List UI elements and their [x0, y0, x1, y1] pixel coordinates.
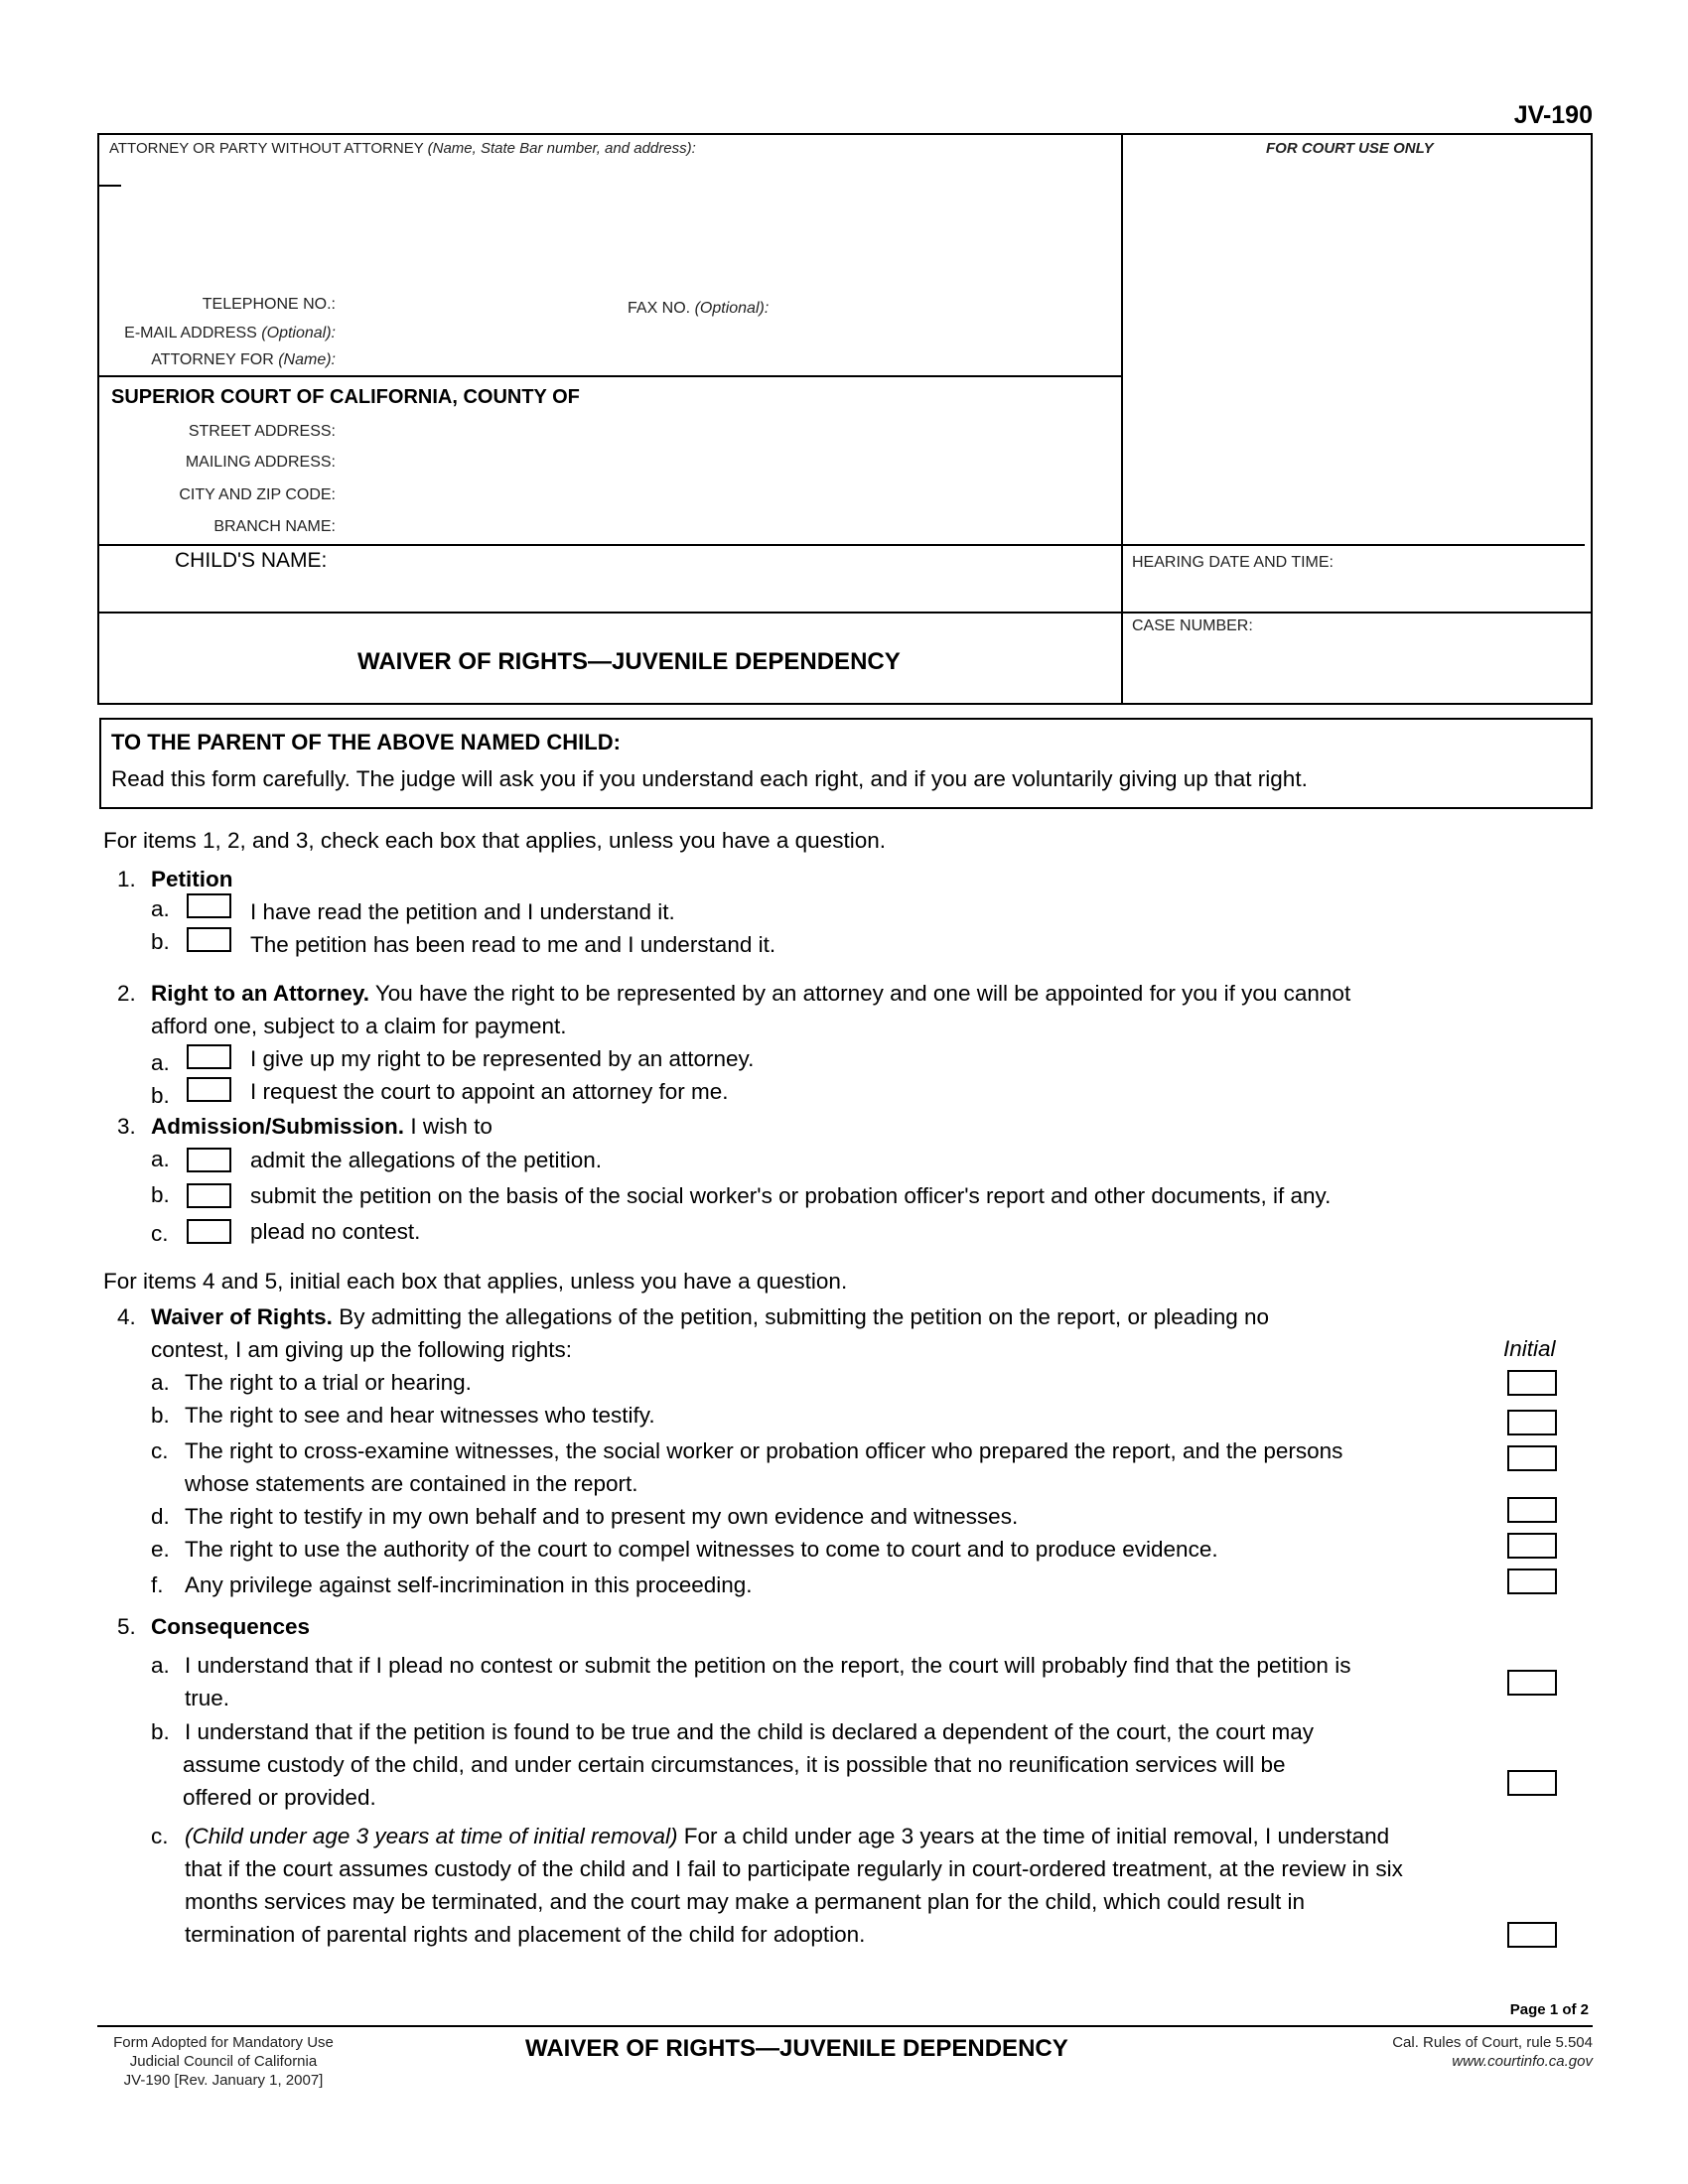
item5-a-letter: a. [151, 1653, 170, 1678]
item5-b-line3: offered or provided. [183, 1785, 376, 1810]
form-title: WAIVER OF RIGHTS—JUVENILE DEPENDENCY [357, 648, 901, 675]
email-label: E-MAIL ADDRESS (Optional): [124, 325, 336, 341]
item4-d-initial-box[interactable] [1507, 1497, 1557, 1523]
fax-label: FAX NO. (Optional): [628, 300, 770, 317]
item4-number: 4. [117, 1304, 136, 1329]
item5-c-initial-box[interactable] [1507, 1922, 1557, 1948]
item5-c-line2: that if the court assumes custody of the child and I fail to participate regularly in court-ordered treatment, at the review in six [185, 1856, 1403, 1881]
item1-number: 1. [117, 867, 136, 891]
item4-c-letter: c. [151, 1438, 169, 1463]
item4-line1: Waiver of Rights. By admitting the allegations of the petition, submitting the petition on the report, or pleading no [151, 1304, 1270, 1329]
item4-c-line2: whose statements are contained in the report. [185, 1471, 638, 1496]
caption-divider-court [97, 544, 1585, 546]
caption-divider-attorney [97, 375, 1122, 377]
item4-b-letter: b. [151, 1403, 170, 1428]
item3-b-letter: b. [151, 1182, 170, 1207]
item2-line1: Right to an Attorney. You have the right to be represented by an attorney and one will be appointed for you if you cannot [151, 981, 1351, 1006]
item2-b-checkbox[interactable] [187, 1077, 231, 1102]
attorney-name-line [99, 185, 121, 187]
item5-c-line4: termination of parental rights and placement of the child for adoption. [185, 1922, 866, 1947]
item4-f-initial-box[interactable] [1507, 1569, 1557, 1594]
attorney-for-label: ATTORNEY FOR (Name): [151, 351, 336, 368]
item5-b-initial-box[interactable] [1507, 1770, 1557, 1796]
item4-d-text: The right to testify in my own behalf and to present my own evidence and witnesses. [185, 1504, 1019, 1529]
item3-c-letter: c. [151, 1221, 169, 1246]
mailing-address-label: MAILING ADDRESS: [185, 454, 336, 471]
initial-label: Initial [1503, 1336, 1556, 1361]
item5-number: 5. [117, 1614, 136, 1639]
footer-right [1392, 2033, 1593, 2071]
item1-title: Petition [151, 867, 233, 891]
item2-a-checkbox[interactable] [187, 1044, 231, 1069]
footer-left-line1: Form Adopted for Mandatory Use [113, 2034, 334, 2051]
item5-c-line1: (Child under age 3 years at time of initial removal) For a child under age 3 years at the time of initial removal, I understand [185, 1824, 1390, 1848]
item1-b-text: The petition has been read to me and I understand it. [250, 932, 776, 957]
item1-b-checkbox[interactable] [187, 927, 231, 952]
footer-title: WAIVER OF RIGHTS—JUVENILE DEPENDENCY [525, 2035, 1068, 2062]
item3-number: 3. [117, 1114, 136, 1139]
case-number-label: CASE NUMBER: [1132, 617, 1253, 634]
item4-c-line1: The right to cross-examine witnesses, the social worker or probation officer who prepared the report, and the persons [185, 1438, 1343, 1463]
instructions-4-5: For items 4 and 5, initial each box that applies, unless you have a question. [103, 1269, 848, 1294]
footer-left-line2: Judicial Council of California [129, 2053, 318, 2070]
city-zip-label: CITY AND ZIP CODE: [179, 486, 336, 503]
item5-c-line3: months services may be terminated, and the court may make a permanent plan for the child, which could result in [185, 1889, 1306, 1914]
item4-e-letter: e. [151, 1537, 170, 1562]
footer-url[interactable]: www.courtinfo.ca.gov [1452, 2053, 1593, 2070]
item2-b-text: I request the court to appoint an attorney for me. [250, 1079, 729, 1104]
hearing-date-label: HEARING DATE AND TIME: [1132, 554, 1334, 571]
item4-e-initial-box[interactable] [1507, 1533, 1557, 1559]
item5-a-line2: true. [185, 1686, 230, 1710]
item1-a-checkbox[interactable] [187, 893, 231, 918]
item3-a-letter: a. [151, 1147, 170, 1171]
item1-a-letter: a. [151, 896, 170, 921]
item4-b-text: The right to see and hear witnesses who testify. [185, 1403, 655, 1428]
item4-a-letter: a. [151, 1370, 170, 1395]
item3-a-text: admit the allegations of the petition. [250, 1148, 602, 1172]
item4-f-letter: f. [151, 1572, 164, 1597]
street-address-label: STREET ADDRESS: [188, 423, 336, 440]
item4-c-initial-box[interactable] [1507, 1445, 1557, 1471]
item5-a-initial-box[interactable] [1507, 1670, 1557, 1696]
notice-heading: TO THE PARENT OF THE ABOVE NAMED CHILD: [111, 730, 621, 754]
item3-b-checkbox[interactable] [187, 1183, 231, 1208]
item3-b-text: submit the petition on the basis of the social worker's or probation officer's report and other documents, if any. [250, 1183, 1332, 1208]
item5-b-line2: assume custody of the child, and under certain circumstances, it is possible that no reunification services will be [183, 1752, 1286, 1777]
caption-box [97, 133, 1593, 705]
item3-a-checkbox[interactable] [187, 1148, 231, 1172]
item3-c-text: plead no contest. [250, 1219, 421, 1244]
item2-a-text: I give up my right to be represented by an attorney. [250, 1046, 755, 1071]
footer-rule [97, 2025, 1593, 2027]
page-number: Page 1 of 2 [1509, 2001, 1589, 2018]
instructions-1-3: For items 1, 2, and 3, check each box that applies, unless you have a question. [103, 828, 886, 853]
item2-a-letter: a. [151, 1050, 170, 1075]
footer-left [99, 2033, 348, 2090]
item5-title: Consequences [151, 1614, 311, 1639]
caption-divider-vertical [1121, 133, 1123, 705]
item4-a-text: The right to a trial or hearing. [185, 1370, 472, 1395]
item2-number: 2. [117, 981, 136, 1006]
item3-line: Admission/Submission. I wish to [151, 1114, 492, 1139]
item4-f-text: Any privilege against self-incrimination in this proceeding. [185, 1572, 753, 1597]
item1-b-letter: b. [151, 929, 170, 954]
court-use-only-label: FOR COURT USE ONLY [1266, 140, 1434, 157]
item2-line2: afford one, subject to a claim for payment. [151, 1014, 567, 1038]
item5-a-line1: I understand that if I plead no contest or submit the petition on the report, the court will probably find that the petition is [185, 1653, 1351, 1678]
item3-c-checkbox[interactable] [187, 1219, 231, 1244]
footer-left-line3: JV-190 [Rev. January 1, 2007] [123, 2072, 324, 2089]
item5-b-line1: I understand that if the petition is found to be true and the child is declared a dependent of the court, the court may [185, 1719, 1314, 1744]
childs-name-label: CHILD'S NAME: [175, 549, 328, 572]
branch-name-label: BRANCH NAME: [213, 518, 336, 535]
item1-a-text: I have read the petition and I understand it. [250, 899, 675, 924]
attorney-label: ATTORNEY OR PARTY WITHOUT ATTORNEY (Name, State Bar number, and address): [109, 140, 696, 157]
item5-c-letter: c. [151, 1824, 169, 1848]
item5-b-letter: b. [151, 1719, 170, 1744]
item4-b-initial-box[interactable] [1507, 1410, 1557, 1435]
item2-b-letter: b. [151, 1083, 170, 1108]
notice-text: Read this form carefully. The judge will ask you if you understand each right, and if you are voluntarily giving up that right. [111, 766, 1308, 791]
item4-d-letter: d. [151, 1504, 170, 1529]
item4-line2: contest, I am giving up the following rights: [151, 1337, 572, 1362]
court-title: SUPERIOR COURT OF CALIFORNIA, COUNTY OF [111, 386, 580, 408]
item4-a-initial-box[interactable] [1507, 1370, 1557, 1396]
footer-right-line1: Cal. Rules of Court, rule 5.504 [1392, 2034, 1593, 2051]
item4-e-text: The right to use the authority of the court to compel witnesses to come to court and to produce evidence. [185, 1537, 1218, 1562]
telephone-label: TELEPHONE NO.: [202, 296, 336, 313]
caption-divider-child [97, 612, 1593, 614]
form-number: JV-190 [1513, 101, 1593, 129]
